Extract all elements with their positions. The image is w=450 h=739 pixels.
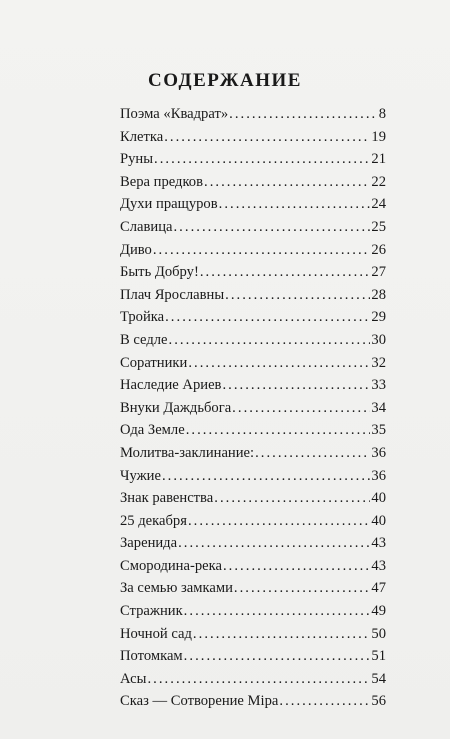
toc-dot-leader bbox=[225, 284, 370, 307]
toc-entry-page: 8 bbox=[378, 106, 386, 122]
toc-entry bbox=[120, 148, 386, 171]
toc-entry bbox=[120, 352, 386, 375]
toc-dot-leader bbox=[147, 668, 370, 691]
toc-entry-title: Быть Добру! bbox=[120, 264, 199, 281]
toc-entry-page: 21 bbox=[371, 151, 386, 168]
toc-entry-title: Плач Ярославны bbox=[120, 286, 225, 303]
toc-dot-leader bbox=[279, 690, 370, 713]
toc-dot-leader bbox=[186, 419, 371, 442]
toc-dot-leader bbox=[204, 171, 370, 194]
toc-dot-leader bbox=[169, 329, 371, 352]
toc-entry bbox=[120, 397, 386, 420]
table-of-contents bbox=[120, 103, 386, 713]
toc-dot-leader bbox=[173, 216, 370, 239]
toc-dot-leader bbox=[188, 510, 370, 533]
toc-entry bbox=[120, 239, 386, 262]
toc-entry-page: 56 bbox=[371, 693, 386, 710]
toc-entry-title: Клетка bbox=[120, 128, 164, 145]
toc-entry-title: В седле bbox=[120, 331, 168, 348]
toc-entry-title: За семью замками bbox=[120, 580, 233, 597]
toc-dot-leader bbox=[223, 555, 370, 578]
toc-entry-page: 25 bbox=[371, 218, 386, 235]
toc-entry-page: 28 bbox=[371, 286, 386, 303]
toc-entry-title: Руны bbox=[120, 151, 154, 168]
toc-dot-leader bbox=[188, 352, 370, 375]
toc-entry-page: 40 bbox=[371, 490, 386, 507]
toc-dot-leader bbox=[200, 261, 371, 284]
toc-entry-page: 35 bbox=[371, 422, 386, 439]
toc-entry-title: Заренида bbox=[120, 535, 178, 552]
toc-entry-title: Знак равенства bbox=[120, 490, 214, 507]
toc-entry-page: 51 bbox=[371, 648, 386, 665]
toc-entry bbox=[120, 532, 386, 555]
toc-dot-leader bbox=[232, 397, 370, 420]
toc-entry-page: 24 bbox=[371, 196, 386, 213]
toc-dot-leader bbox=[222, 374, 370, 397]
toc-entry-page: 43 bbox=[371, 557, 386, 574]
toc-entry bbox=[120, 577, 386, 600]
toc-entry bbox=[120, 261, 386, 284]
toc-dot-leader bbox=[162, 465, 370, 488]
toc-entry bbox=[120, 487, 386, 510]
toc-dot-leader bbox=[154, 148, 370, 171]
toc-entry bbox=[120, 374, 386, 397]
toc-entry-page: 32 bbox=[371, 354, 386, 371]
toc-entry bbox=[120, 306, 386, 329]
toc-entry-page: 36 bbox=[371, 444, 386, 461]
toc-dot-leader bbox=[153, 239, 371, 262]
toc-entry-title: Молитва-заклинание: bbox=[120, 444, 255, 461]
toc-entry bbox=[120, 216, 386, 239]
toc-entry-title: Ода Земле bbox=[120, 422, 185, 439]
toc-entry bbox=[120, 623, 386, 646]
toc-entry-title: Наследие Ариев bbox=[120, 377, 222, 394]
page-title: СОДЕРЖАНИЕ bbox=[148, 70, 302, 91]
toc-entry-title: Диво bbox=[120, 241, 152, 258]
toc-dot-leader bbox=[164, 126, 370, 149]
toc-entry-title: Сказ — Сотворение Міра bbox=[120, 693, 279, 710]
toc-entry bbox=[120, 645, 386, 668]
toc-entry-page: 26 bbox=[371, 241, 386, 258]
toc-entry bbox=[120, 465, 386, 488]
toc-entry bbox=[120, 126, 386, 149]
toc-entry-title: Поэма «Квадрат» bbox=[120, 106, 229, 122]
toc-entry-title: Славица bbox=[120, 218, 173, 235]
toc-entry bbox=[120, 284, 386, 307]
toc-entry-page: 50 bbox=[371, 625, 386, 642]
toc-entry bbox=[120, 419, 386, 442]
toc-dot-leader bbox=[193, 623, 370, 646]
toc-entry-page: 54 bbox=[371, 670, 386, 687]
toc-entry bbox=[120, 171, 386, 194]
toc-dot-leader bbox=[184, 600, 371, 623]
toc-entry-page: 34 bbox=[371, 399, 386, 416]
toc-entry-page: 47 bbox=[371, 580, 386, 597]
toc-entry-title: Вера предков bbox=[120, 173, 203, 190]
toc-entry bbox=[120, 103, 386, 126]
toc-entry bbox=[120, 510, 386, 533]
toc-entry-title: Чужие bbox=[120, 467, 161, 484]
toc-dot-leader bbox=[219, 193, 371, 216]
toc-dot-leader bbox=[229, 103, 378, 126]
toc-entry-page: 36 bbox=[371, 467, 386, 484]
toc-entry-title: Потомкам bbox=[120, 648, 183, 665]
toc-entry-page: 49 bbox=[371, 603, 386, 620]
toc-entry-title: 25 декабря bbox=[120, 512, 187, 529]
toc-entry-title: Стражник bbox=[120, 603, 183, 620]
toc-entry bbox=[120, 690, 386, 713]
toc-entry-title: Смородина-река bbox=[120, 557, 222, 574]
toc-entry-page: 27 bbox=[371, 264, 386, 281]
toc-dot-leader bbox=[234, 577, 371, 600]
toc-entry-title: Внуки Даждьбога bbox=[120, 399, 232, 416]
toc-entry-title: Духи пращуров bbox=[120, 196, 218, 213]
toc-entry bbox=[120, 329, 386, 352]
toc-entry-title: Асы bbox=[120, 670, 147, 687]
toc-entry-page: 29 bbox=[371, 309, 386, 326]
toc-entry bbox=[120, 555, 386, 578]
toc-entry bbox=[120, 442, 386, 465]
toc-entry-page: 22 bbox=[371, 173, 386, 190]
toc-dot-leader bbox=[178, 532, 370, 555]
toc-entry bbox=[120, 193, 386, 216]
toc-dot-leader bbox=[165, 306, 370, 329]
toc-entry-page: 43 bbox=[371, 535, 386, 552]
toc-entry-page: 40 bbox=[371, 512, 386, 529]
toc-entry-title: Соратники bbox=[120, 354, 188, 371]
toc-entry-page: 30 bbox=[371, 331, 386, 348]
toc-entry bbox=[120, 600, 386, 623]
toc-entry-title: Тройка bbox=[120, 309, 165, 326]
toc-dot-leader bbox=[214, 487, 370, 510]
toc-entry-page: 19 bbox=[371, 128, 386, 145]
toc-entry-page: 33 bbox=[371, 377, 386, 394]
toc-entry bbox=[120, 668, 386, 691]
toc-dot-leader bbox=[184, 645, 371, 668]
toc-dot-leader bbox=[255, 442, 370, 465]
toc-entry-title: Ночной сад bbox=[120, 625, 192, 642]
